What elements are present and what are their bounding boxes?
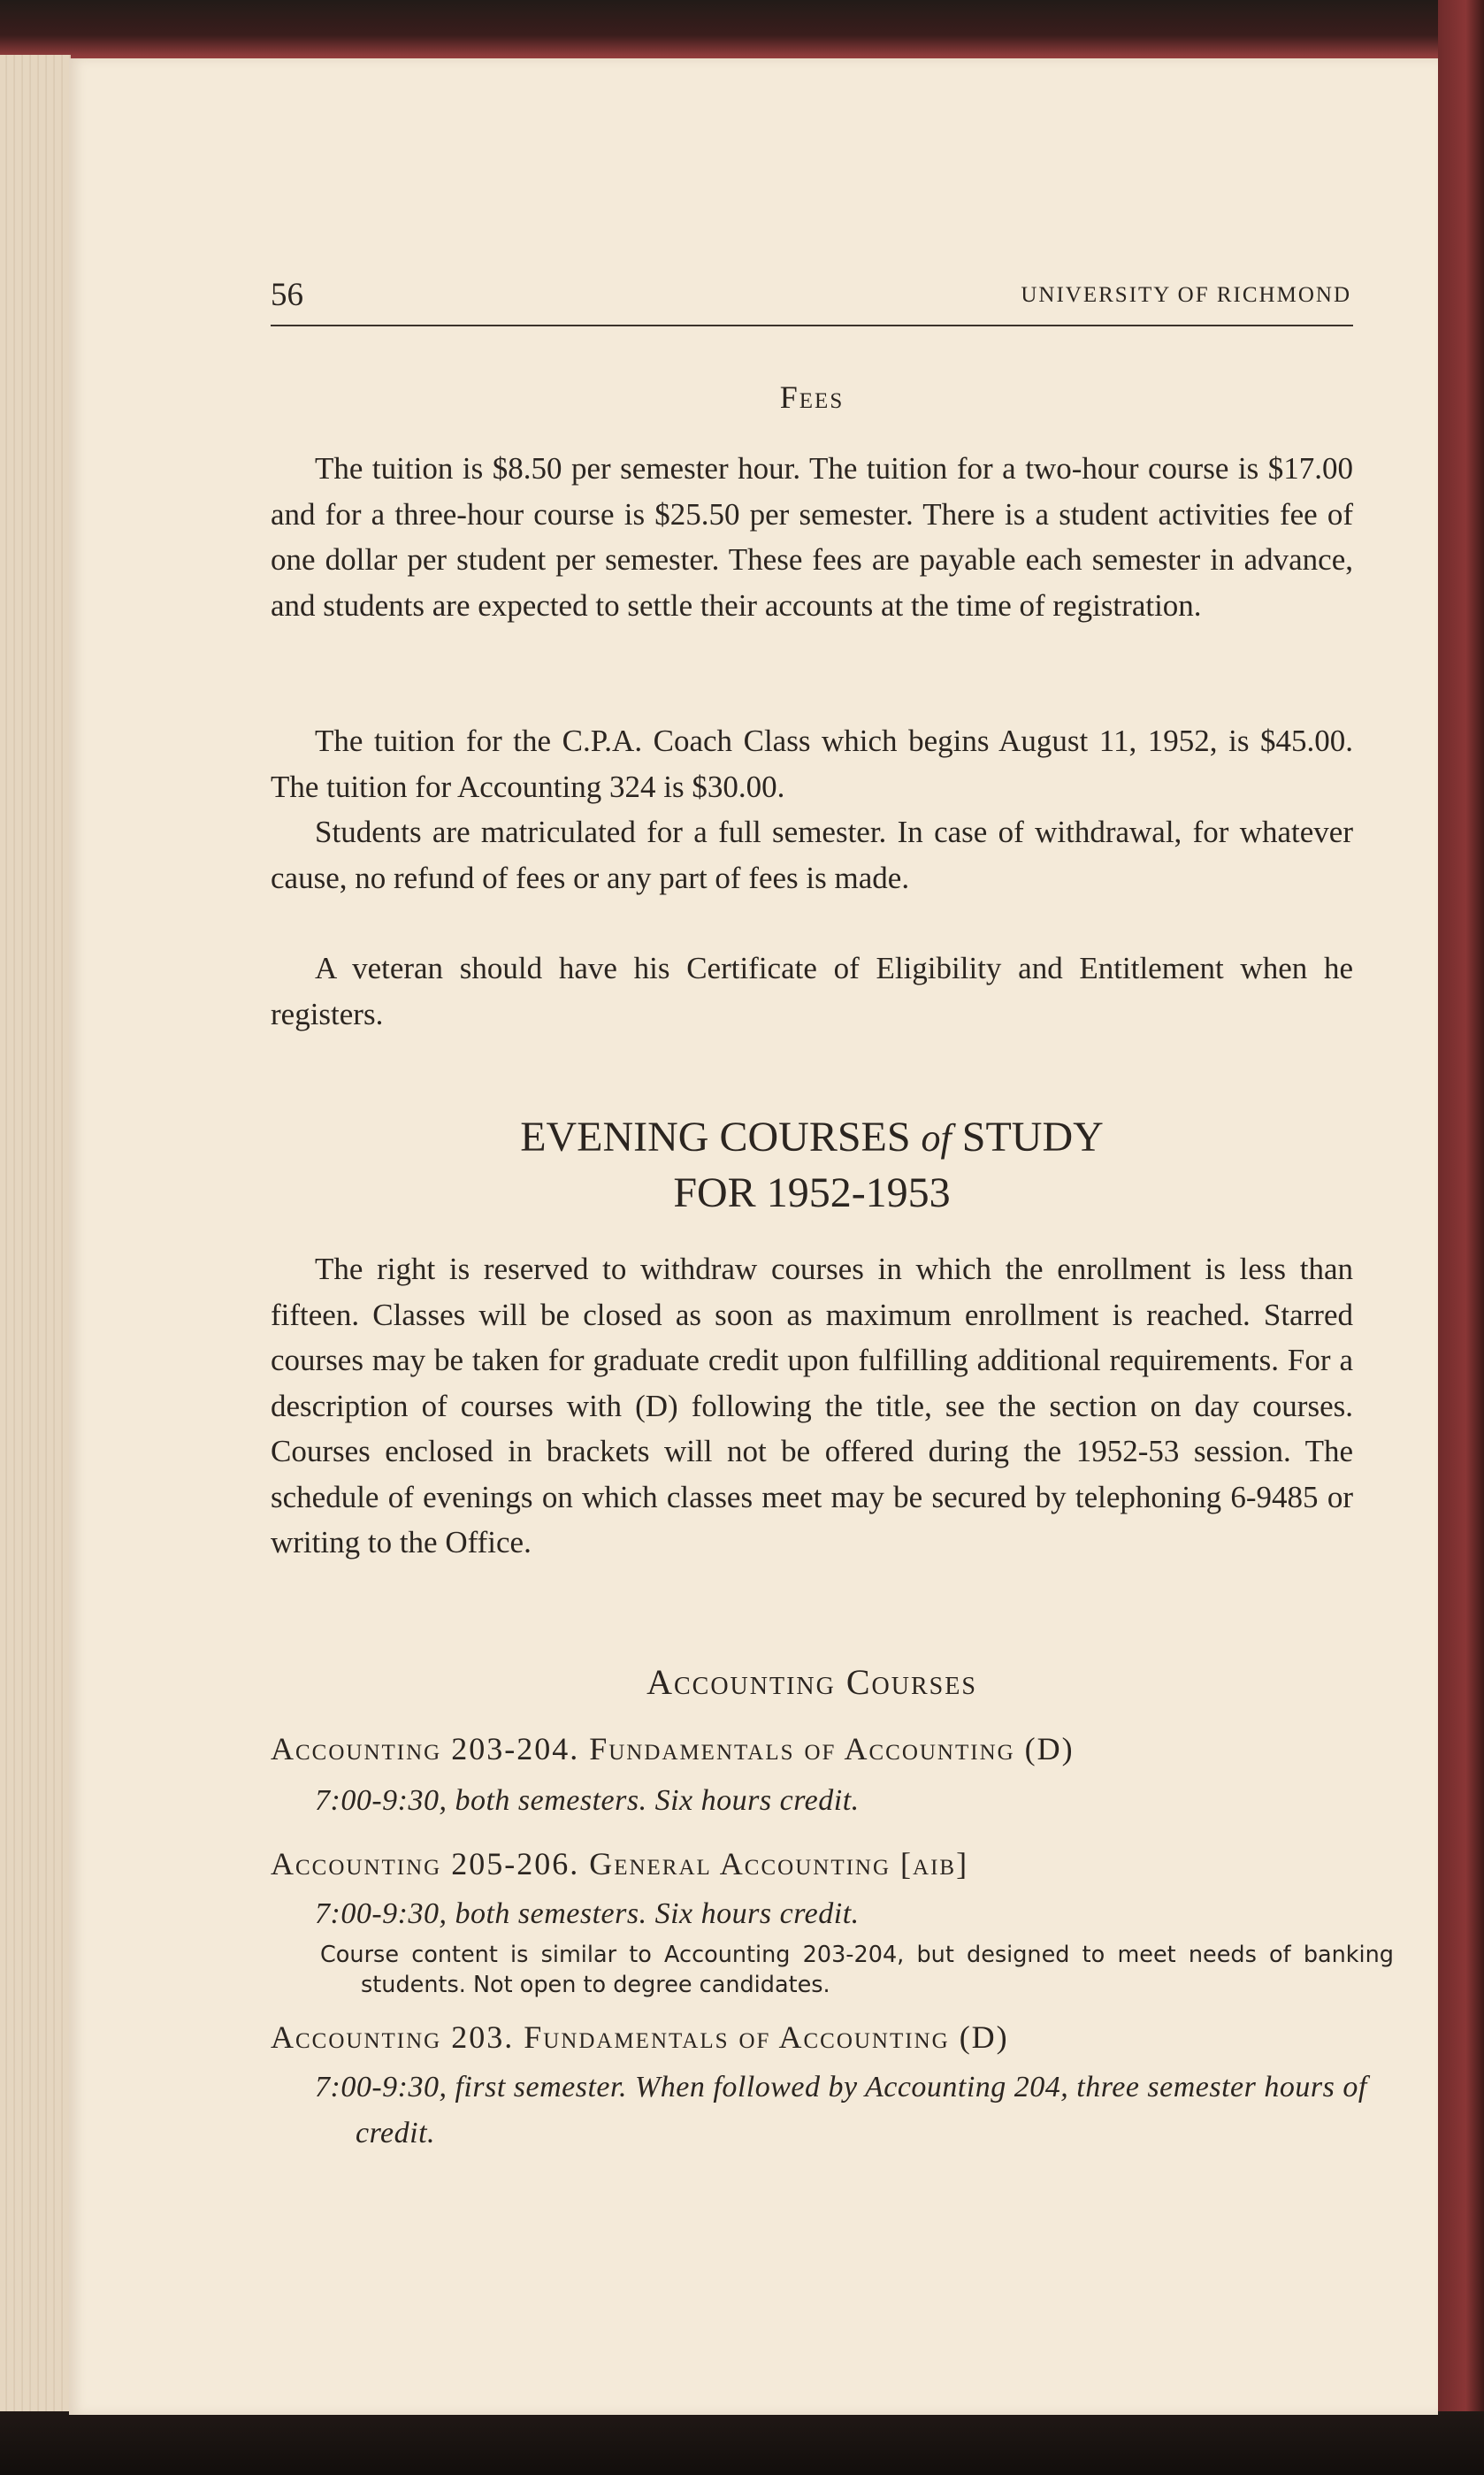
fees-paragraph-4: A veteran should have his Certificate of Eligibility and Entitlement when he registers. bbox=[271, 951, 1353, 1031]
title-part1: EVENING COURSES bbox=[520, 1114, 911, 1161]
binding-right bbox=[1438, 0, 1484, 2475]
course-detail: 7:00-9:30, first semester. When followed by Accounting 204, three semester hours of credit. bbox=[315, 2071, 1367, 2149]
fees-paragraph-3: Students are matriculated for a full semester. In case of withdrawal, for whatever cause, no refund of fees or any part of fees is made. bbox=[271, 815, 1353, 895]
title-part2: STUDY bbox=[961, 1114, 1104, 1161]
course-note: Course content is similar to Accounting 203-204, but designed to meet needs of banking students. Not open to degree candidates. bbox=[320, 1942, 1394, 1998]
title-of: of bbox=[921, 1116, 952, 1160]
course-heading: Accounting 203. Fundamentals of Accounting (D) bbox=[271, 2019, 1009, 2055]
page-number: 56 bbox=[271, 277, 303, 313]
header-rule bbox=[271, 325, 1353, 326]
title-year: FOR 1952-1953 bbox=[673, 1169, 951, 1216]
evening-courses-paragraph: The right is reserved to withdraw courses in which the enrollment is less than fifteen. Classes will be closed as soon as maximum enrollment is reached. Starred courses may be taken for graduate credit upon fulfilling additional requirements. For a description of courses with (D) following the title, see the section on day courses. Courses enclosed in brackets will not be offered during the 1952-53 session. The schedule of evenings on which classes meet may be secured by telephoning 6-9485 or writing to the Office. bbox=[271, 1252, 1353, 1559]
course-detail: 7:00-9:30, both semesters. Six hours credit. bbox=[315, 1897, 860, 1930]
course-heading: Accounting 203-204. Fundamentals of Accounting (D) bbox=[271, 1731, 1075, 1766]
page-stack-edge bbox=[0, 55, 71, 2415]
binding-bottom bbox=[0, 2411, 1484, 2475]
course-detail: 7:00-9:30, both semesters. Six hours credit. bbox=[315, 1784, 860, 1817]
fees-paragraph-1: The tuition is $8.50 per semester hour. The tuition for a two-hour course is $17.00 and for a three-hour course is $25.50 per semester. There is a student activities fee of one dollar per student per semester. These fees are payable each semester in advance, and students are expected to settle their accounts at the time of registration. bbox=[271, 451, 1353, 623]
binding-top bbox=[0, 0, 1484, 62]
course-heading: Accounting 205-206. General Accounting [aib] bbox=[271, 1846, 969, 1881]
fees-paragraph-2: The tuition for the C.P.A. Coach Class which begins August 11, 1952, is $45.00. The tuition for Accounting 324 is $30.00. bbox=[271, 724, 1353, 804]
fees-heading: Fees bbox=[779, 379, 845, 415]
evening-courses-title bbox=[271, 1110, 1353, 1221]
accounting-courses-heading: Accounting Courses bbox=[646, 1662, 977, 1702]
running-head: UNIVERSITY OF RICHMOND bbox=[1021, 283, 1351, 307]
